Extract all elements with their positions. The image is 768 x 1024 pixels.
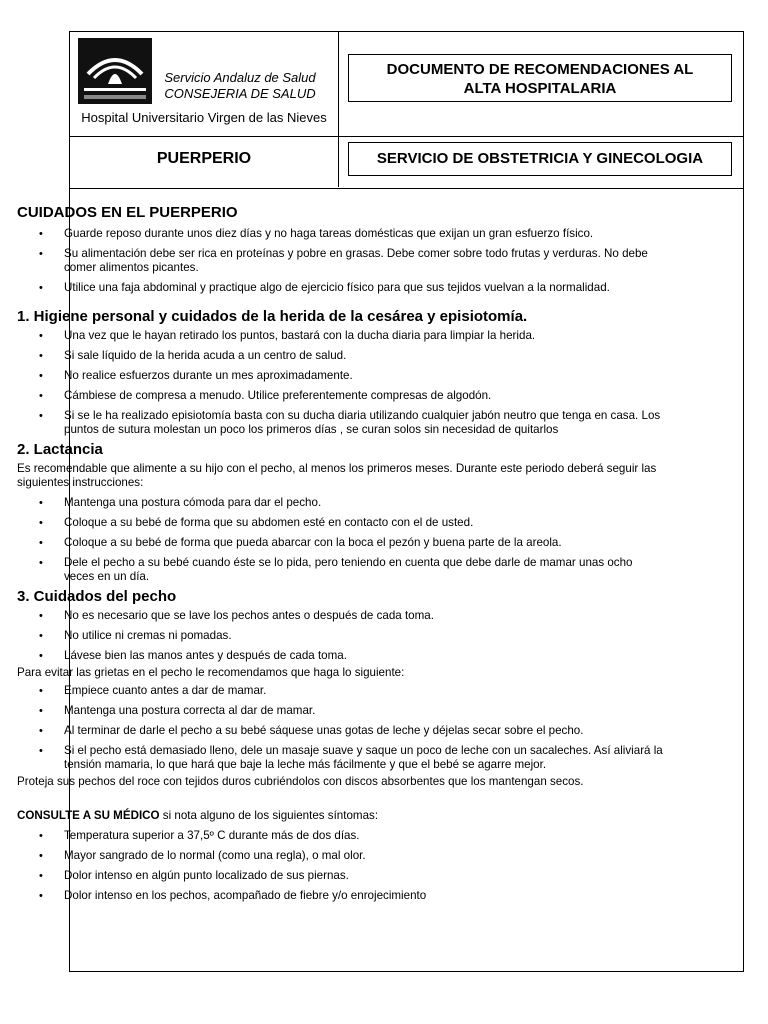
document-title-box — [348, 54, 732, 102]
list-item: • Coloque a su bebé de forma que su abdomen esté en contacto con el de usted. — [17, 516, 665, 530]
list-item: • Dolor intenso en los pechos, acompañado de fiebre y/o enrojecimiento — [17, 889, 665, 903]
list-item: • Mayor sangrado de lo normal (como una regla), o mal olor. — [17, 849, 665, 863]
list-item: • Guarde reposo durante unos diez días y no haga tareas domésticas que exijan un gran esfuerzo físico. — [17, 227, 665, 241]
document-header — [70, 32, 743, 189]
proteja-text: Proteja sus pechos del roce con tejidos duros cubriéndolos con discos absorbentes que los mantengan secos. — [17, 775, 584, 788]
consult-line — [17, 809, 665, 823]
junta-andalucia-logo-icon — [78, 38, 152, 104]
list-item: • Si se le ha realizado episiotomía basta con su ducha diaria utilizando cualquier jabón neutro que tenga en casa. Los puntos de sutura molestan un poco los primeros días , se curan solos sin necesidad de quitarlos — [17, 409, 665, 437]
section-title-pecho: 3. Cuidados del pecho — [17, 588, 177, 605]
list-item: • Coloque a su bebé de forma que pueda abarcar con la boca el pezón y buena parte de la areola. — [17, 536, 665, 550]
list-item: • Al terminar de darle el pecho a su bebé sáquese unas gotas de leche y déjelas secar sobre el pecho. — [17, 724, 665, 738]
section-title-higiene: 1. Higiene personal y cuidados de la herida de la cesárea y episiotomía. — [17, 308, 528, 325]
document-topic: PUERPERIO — [156, 150, 252, 167]
list-item: • Empiece cuanto antes a dar de mamar. — [17, 684, 665, 698]
document-body — [17, 174, 665, 903]
header-divider-left — [70, 136, 338, 137]
organization-name — [160, 70, 320, 102]
list-item: • Temperatura superior a 37,5º C durante más de dos días. — [17, 829, 665, 843]
list-item: • Mantenga una postura correcta al dar de mamar. — [17, 704, 665, 718]
list-item: • Su alimentación debe ser rica en proteínas y pobre en grasas. Debe comer sobre todo frutas y verduras. No debe comer alimentos picantes. — [17, 247, 665, 275]
puerperio-list — [17, 227, 665, 295]
list-item: • Mantenga una postura cómoda para dar el pecho. — [17, 496, 665, 510]
list-item: • Lávese bien las manos antes y después de cada toma. — [17, 649, 665, 663]
list-item: • Cámbiese de compresa a menudo. Utilice preferentemente compresas de algodón. — [17, 389, 665, 403]
org-line-2: CONSEJERIA DE SALUD — [164, 86, 316, 101]
section-title-puerperio: CUIDADOS EN EL PUERPERIO — [17, 204, 238, 221]
grietas-intro: Para evitar las grietas en el pecho le recomendamos que haga lo siguiente: — [17, 666, 405, 679]
lactancia-intro: Es recomendable que alimente a su hijo con el pecho, al menos los primeros meses. Durante este periodo deberá seguir las siguientes instrucciones: — [17, 462, 657, 489]
header-divider-vertical — [338, 32, 339, 187]
consult-bold: CONSULTE A SU MÉDICO — [17, 809, 160, 822]
list-item: • Dele el pecho a su bebé cuando éste se lo pida, pero teniendo en cuenta que debe darle de mamar unas ocho veces en un día. — [17, 556, 665, 584]
consult-rest: si nota alguno de los siguientes síntomas: — [159, 809, 379, 822]
list-item: • Si el pecho está demasiado lleno, dele un masaje suave y saque un poco de leche con un sacaleches. Así aliviará la tensión mamaria, lo que hará que baje la leche más fácilmente y que el bebé se agarre mejor. — [17, 744, 665, 772]
service-box: SERVICIO DE OBSTETRICIA Y GINECOLOGIA — [348, 142, 732, 176]
header-divider-right — [339, 136, 744, 137]
list-item: • No realice esfuerzos durante un mes aproximadamente. — [17, 369, 665, 383]
list-item: • No utilice ni cremas ni pomadas. — [17, 629, 665, 643]
hospital-name: Hospital Universitario Virgen de las Nieves — [81, 110, 327, 125]
section-title-lactancia: 2. Lactancia — [17, 441, 103, 458]
doc-title-line-1: DOCUMENTO DE RECOMENDACIONES AL — [386, 61, 694, 78]
list-item: • Una vez que le hayan retirado los puntos, bastará con la ducha diaria para limpiar la herida. — [17, 329, 665, 343]
list-item: • Si sale líquido de la herida acuda a un centro de salud. — [17, 349, 665, 363]
list-item: • No es necesario que se lave los pechos antes o después de cada toma. — [17, 609, 665, 623]
doc-title-line-2: ALTA HOSPITALARIA — [463, 80, 617, 97]
list-item: • Dolor intenso en algún punto localizado de sus piernas. — [17, 869, 665, 883]
pecho-list — [17, 609, 665, 663]
higiene-list — [17, 329, 665, 437]
lactancia-list — [17, 496, 665, 584]
list-item: • Utilice una faja abdominal y practique algo de ejercicio físico para que sus tejidos vuelvan a la normalidad. — [17, 281, 665, 295]
symptom-list — [17, 829, 665, 903]
grietas-list — [17, 684, 665, 772]
org-line-1: Servicio Andaluz de Salud — [164, 70, 316, 85]
